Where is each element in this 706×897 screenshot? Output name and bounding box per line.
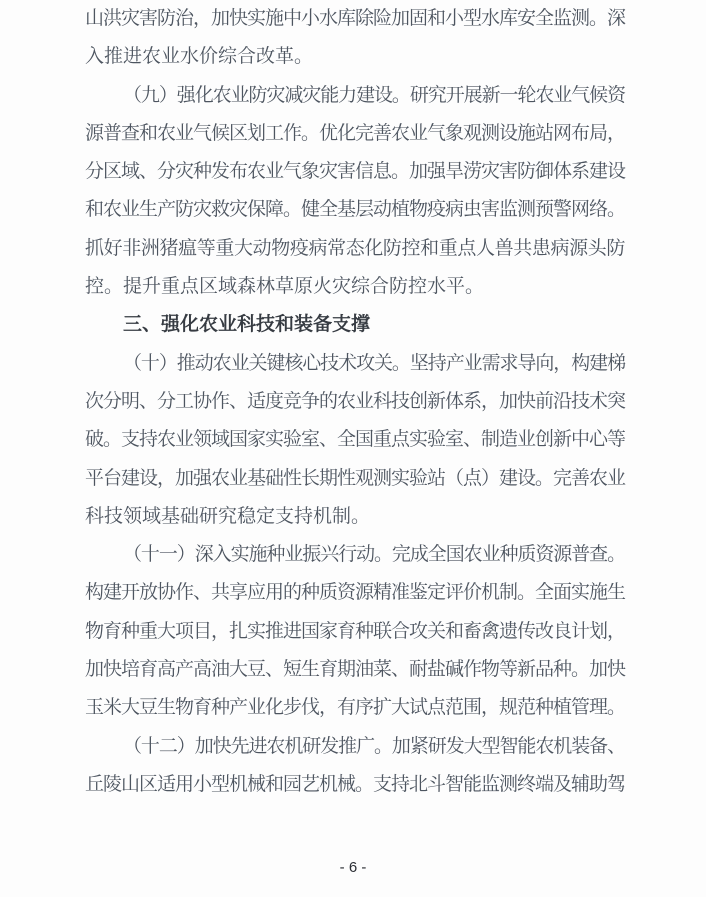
text-line: 丘陵山区适用小型机械和园艺机械。支持北斗智能监测终端及辅助驾 (85, 773, 626, 795)
text-line: 平台建设，加强农业基础性长期性观测实验站（点）建设。完善农业 (85, 467, 626, 489)
text-line: （十二）加快先进农机研发推广。加紧研发大型智能农机装备、 (123, 735, 626, 757)
text-line: （十一）深入实施种业振兴行动。完成全国农业种质资源普查。 (123, 544, 626, 566)
text-line: 源普查和农业气候区划工作。优化完善农业气象观测设施站网布局， (85, 122, 626, 144)
text-line: 加快培育高产高油大豆、短生育期油菜、耐盐碱作物等新品种。加快 (85, 659, 626, 681)
text-line: 物育种重大项目，扎实推进国家育种联合攻关和畜禽遗传改良计划， (85, 620, 626, 642)
text-line: 抓好非洲猪瘟等重大动物疫病常态化防控和重点人兽共患病源头防 (85, 237, 626, 259)
document-content (85, 0, 625, 804)
page-number: - 6 - (339, 859, 367, 876)
text-line: 次分明、分工协作、适度竞争的农业科技创新体系，加快前沿技术突 (85, 390, 626, 412)
text-line: 分区域、分灾种发布农业气象灾害信息。加强旱涝灾害防御体系建设 (85, 161, 626, 183)
text-line: 入推进农业水价综合改革。 (85, 46, 314, 68)
text-line: 科技领域基础研究稳定支持机制。 (85, 505, 371, 527)
text-line: 和农业生产防灾救灾保障。健全基层动植物疫病虫害监测预警网络。 (85, 199, 626, 221)
text-line: 山洪灾害防治，加快实施中小水库除险加固和小型水库安全监测。深 (85, 8, 626, 29)
text-line: 控。提升重点区域森林草原火灾综合防控水平。 (85, 276, 485, 298)
text-line: 玉米大豆生物育种产业化步伐，有序扩大试点范围，规范种植管理。 (85, 697, 626, 719)
text-line: （十）推动农业关键核心技术攻关。坚持产业需求导向，构建梯 (123, 352, 626, 374)
text-line: 破。支持农业领域国家实验室、全国重点实验室、制造业创新中心等 (85, 429, 626, 451)
section-heading: 三、强化农业科技和装备支撑 (123, 314, 371, 336)
text-line: （九）强化农业防灾减灾能力建设。研究开展新一轮农业气候资 (123, 84, 626, 106)
text-line: 构建开放协作、共享应用的种质资源精准鉴定评价机制。全面实施生 (85, 582, 626, 604)
